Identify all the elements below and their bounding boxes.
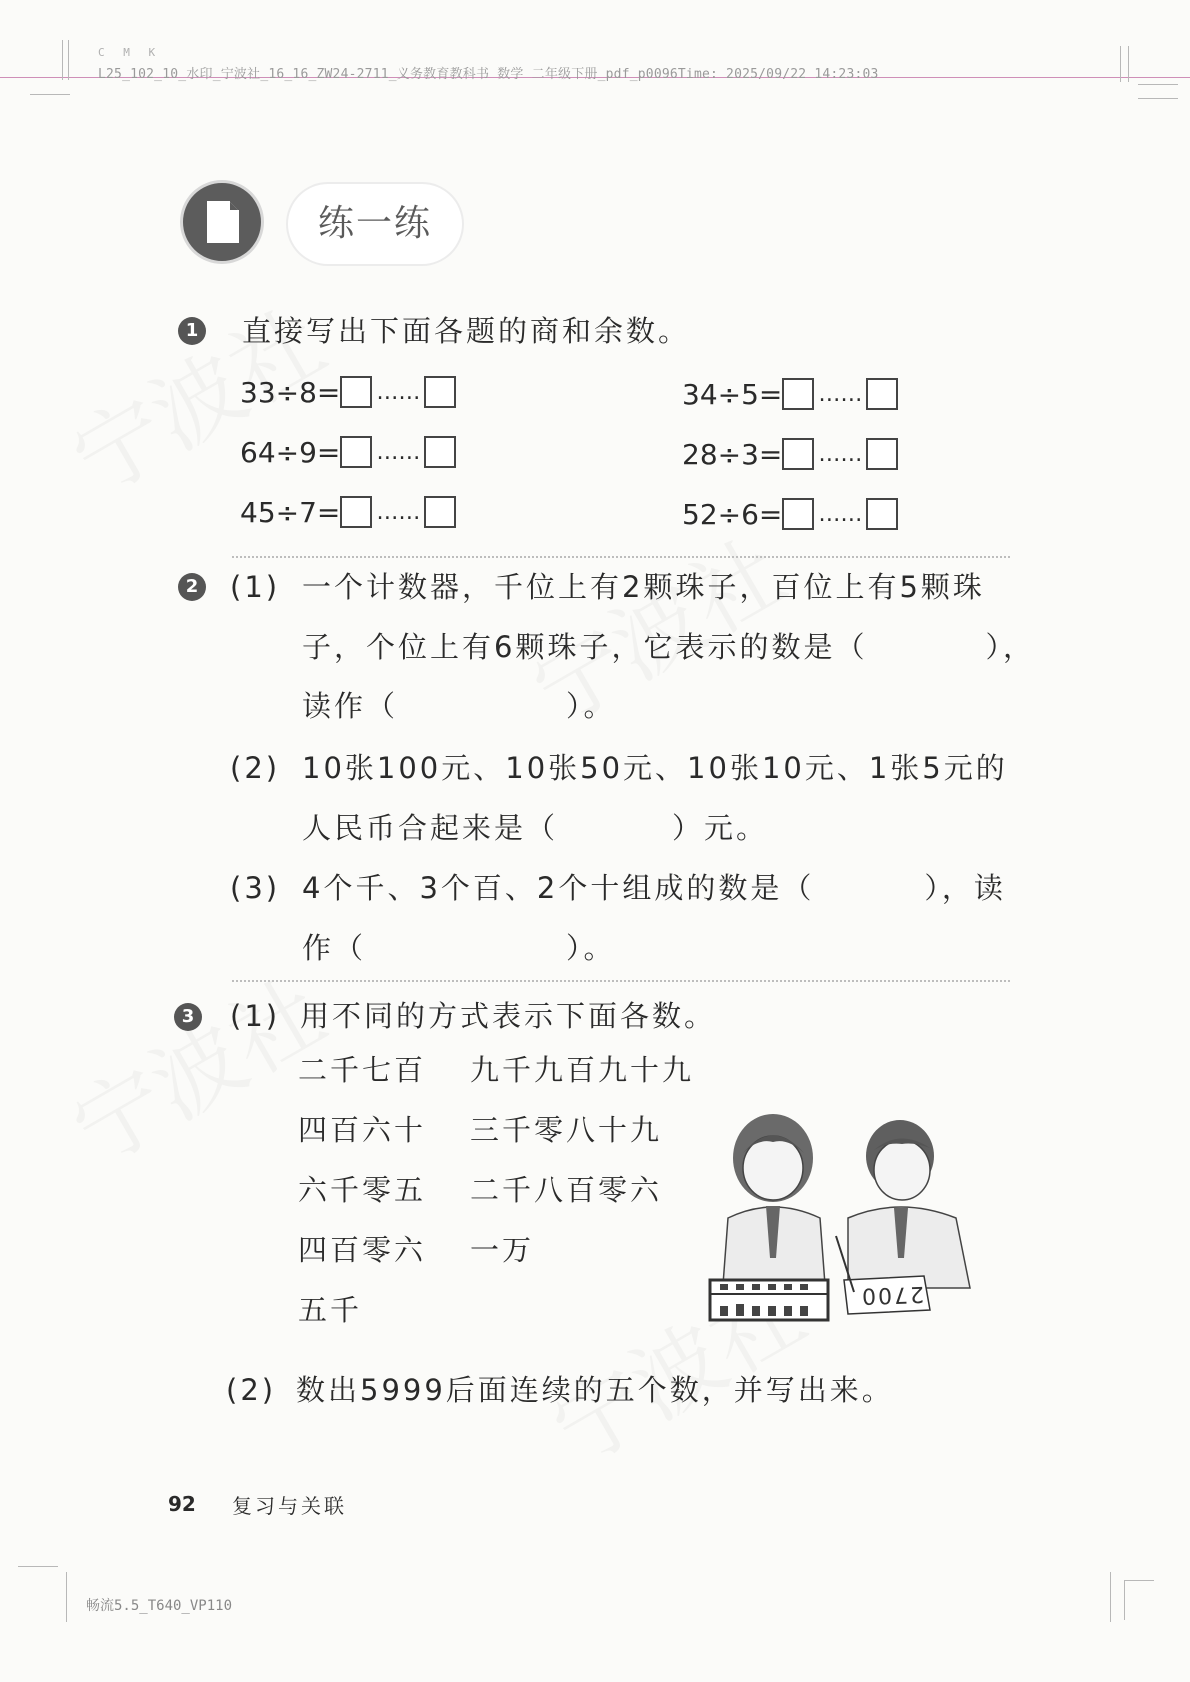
quotient-box[interactable] — [782, 498, 814, 530]
q3-p2-prompt: 数出5999后面连续的五个数，并写出来。 — [296, 1373, 894, 1407]
equation-expr: 52÷6= — [682, 497, 783, 531]
crop-mark — [30, 94, 70, 95]
document-icon — [180, 180, 264, 264]
remainder-box[interactable] — [424, 436, 456, 468]
text: ），读 — [924, 871, 1006, 905]
text: ）， — [985, 630, 1035, 664]
question-number-3: 3 — [174, 1003, 202, 1031]
quotient-box[interactable] — [782, 378, 814, 410]
children-illustration — [708, 1108, 998, 1328]
print-cmk: C M K — [98, 46, 162, 59]
crop-mark — [66, 1572, 67, 1622]
q1-equation — [240, 492, 456, 532]
ellipsis: …… — [818, 441, 863, 467]
crop-mark — [1120, 46, 1121, 82]
ellipsis: …… — [376, 499, 421, 525]
q2-p3-line1 — [302, 868, 1006, 908]
crop-mark — [1138, 84, 1178, 85]
question-number-1: 1 — [178, 317, 206, 345]
q3-part-label: (2) — [226, 1373, 277, 1407]
q1-equation — [682, 374, 898, 414]
q2-p3-line2 — [302, 928, 616, 968]
divider — [232, 980, 1010, 982]
section-title: 练一练 — [288, 184, 462, 264]
text: 4个千、3个百、2个十组成的数是（ — [302, 871, 815, 905]
text: 子，个位上有6颗珠子，它表示的数是（ — [302, 630, 868, 664]
crop-mark — [1124, 1580, 1154, 1581]
q1-equation — [240, 372, 456, 412]
crop-mark — [1128, 46, 1129, 82]
equation-expr: 64÷9= — [240, 435, 341, 469]
quotient-box[interactable] — [782, 438, 814, 470]
ellipsis: …… — [376, 439, 421, 465]
number-word: 五千 — [298, 1293, 363, 1327]
q2-p2-line2 — [302, 808, 768, 848]
text: 人民币合起来是（ — [302, 811, 559, 845]
crop-mark — [18, 1566, 58, 1567]
number-word: 四百零六 — [298, 1233, 427, 1267]
text: ）。 — [566, 931, 616, 965]
remainder-box[interactable] — [424, 376, 456, 408]
quotient-box[interactable] — [340, 496, 372, 528]
quotient-box[interactable] — [340, 376, 372, 408]
text: 读作（ — [302, 689, 399, 723]
text: ）元。 — [672, 811, 769, 845]
ellipsis: …… — [818, 501, 863, 527]
equation-expr: 28÷3= — [682, 437, 783, 471]
q2-part-label: (3) — [230, 871, 281, 905]
q1-equation — [240, 432, 456, 472]
remainder-box[interactable] — [424, 496, 456, 528]
q2-p1-line2 — [302, 627, 1035, 667]
q2-part-label: (1) — [230, 570, 281, 604]
quotient-box[interactable] — [340, 436, 372, 468]
equation-expr: 33÷8= — [240, 375, 341, 409]
crop-mark — [62, 40, 63, 80]
ellipsis: …… — [376, 379, 421, 405]
page-number: 92 — [168, 1492, 196, 1516]
number-word: 二千八百零六 — [470, 1173, 663, 1207]
number-word: 九千九百九十九 — [470, 1053, 695, 1087]
text: 作（ — [302, 931, 367, 965]
crop-mark — [1124, 1580, 1125, 1620]
q3-part-label: (1) — [230, 999, 281, 1033]
q2-p1-line3 — [302, 686, 616, 726]
equation-expr: 45÷7= — [240, 495, 341, 529]
number-word: 一万 — [470, 1233, 535, 1267]
q2-p2-line1: 10张100元、10张50元、10张10元、1张5元的 — [302, 751, 1008, 785]
crop-mark — [68, 40, 69, 80]
remainder-box[interactable] — [866, 498, 898, 530]
remainder-box[interactable] — [866, 438, 898, 470]
q2-p1-line1: 一个计数器，千位上有2颗珠子，百位上有5颗珠 — [302, 570, 985, 604]
equation-expr: 34÷5= — [682, 377, 783, 411]
q3-p1-prompt: 用不同的方式表示下面各数。 — [300, 999, 717, 1033]
crop-mark — [1110, 1572, 1111, 1622]
question-number-2: 2 — [178, 573, 206, 601]
divider — [232, 556, 1010, 558]
number-word: 三千零八十九 — [470, 1113, 663, 1147]
number-word: 四百六十 — [298, 1113, 427, 1147]
q2-part-label: (2) — [230, 751, 281, 785]
text: ）。 — [566, 689, 616, 723]
paper-number: 2700 — [859, 1280, 925, 1309]
remainder-box[interactable] — [866, 378, 898, 410]
chapter-title: 复习与关联 — [232, 1494, 347, 1518]
ellipsis: …… — [818, 381, 863, 407]
crop-mark — [1138, 98, 1178, 99]
number-word: 二千七百 — [298, 1053, 427, 1087]
q1-equation — [682, 494, 898, 534]
print-header: L25_102_10_水印_宁波社_16_16_ZW24-2711_义务教育教科书 数学 二年级下册_pdf_p0096Time: 2025/09/22 14:23:03 — [98, 67, 879, 82]
q1-prompt: 直接写出下面各题的商和余数。 — [242, 314, 691, 348]
q1-equation — [682, 434, 898, 474]
print-footer: 畅流5.5_T640_VP110 — [86, 1598, 233, 1614]
number-word: 六千零五 — [298, 1173, 427, 1207]
